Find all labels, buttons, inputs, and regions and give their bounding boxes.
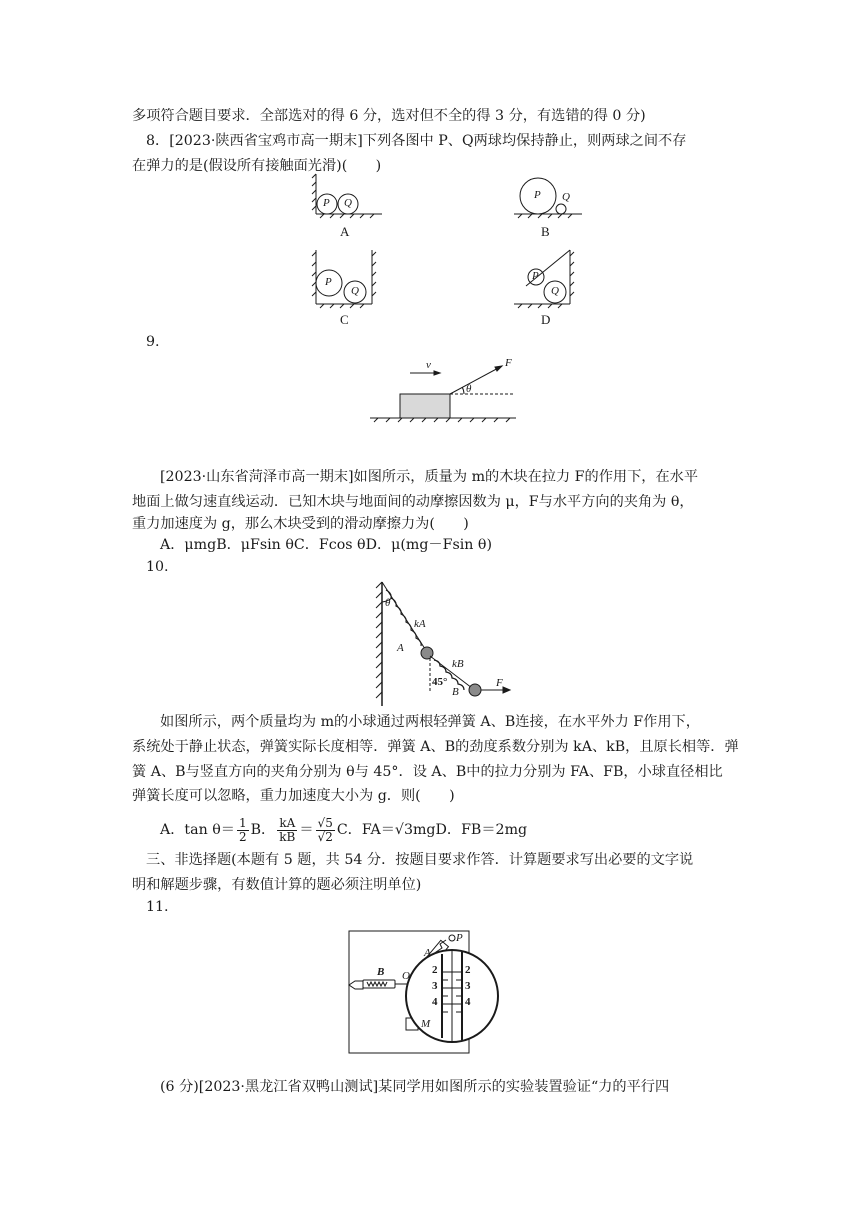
q8-stem-line-1: 8．[2023·陕西省宝鸡市高一期末]下列各图中 P、Q两球均保持静止，则两球之间不存 <box>146 133 687 149</box>
q8-caption-c: C <box>340 312 349 327</box>
q10-option-b-root2: √2 <box>317 829 333 844</box>
q11-p-label: P <box>456 932 463 944</box>
q11-b-label: B <box>377 966 385 978</box>
q8-diagram-b <box>514 178 582 218</box>
q11-tick-2-right: 2 <box>465 964 471 976</box>
q10-option-a-denominator: 2 <box>238 829 247 844</box>
q10-option-a-fraction <box>237 817 249 844</box>
q9-options: A．μmgB．μFsin θC．Fcos θD．μ(mg－Fsin θ) <box>160 537 493 553</box>
q10-option-b-prefix: B． <box>250 822 276 838</box>
q10-theta-label: θ <box>385 597 391 609</box>
q11-tick-3-right: 3 <box>465 980 471 992</box>
q10-ka-label: kA <box>414 618 426 630</box>
q10-options <box>160 808 527 852</box>
q9-stem-line-1: [2023·山东省菏泽市高一期末]如图所示，质量为 m的木块在拉力 F的作用下，在水平 <box>160 469 699 485</box>
q8-d-p-label: P <box>532 270 539 282</box>
q11-tick-3-left: 3 <box>432 980 438 992</box>
q10-stem-line-1: 如图所示，两个质量均为 m的小球通过两根轻弹簧 A、B连接，在水平外力 F作用下， <box>160 714 700 730</box>
q10-kb-label: kB <box>452 658 464 670</box>
q9-figure <box>368 358 518 424</box>
q9-stem-line-2: 地面上做匀速直线运动．已知木块与地面间的动摩擦因数为 μ，F与水平方向的夹角为 θ， <box>132 494 694 510</box>
q8-b-p-label: P <box>534 189 541 201</box>
q8-a-q-label: Q <box>344 197 352 209</box>
instruction-text: 多项符合题目要求．全部选对的得 6 分，选对但不全的得 3 分，有选错的得 0 分) <box>132 108 646 124</box>
q10-option-a-prefix: A．tan θ＝ <box>160 822 235 838</box>
q11-o-label: O <box>402 970 410 982</box>
q10-figure <box>372 580 522 710</box>
q10-option-cd: C．FA＝√3mgD．FB＝2mg <box>336 822 528 838</box>
q9-number: 9. <box>146 334 160 350</box>
q8-diagram-a <box>312 174 382 218</box>
q11-a-label: A <box>424 947 431 959</box>
q8-stem-line-2: 在弹力的是(假设所有接触面光滑)( ) <box>132 158 382 174</box>
q8-diagram-c <box>312 250 376 308</box>
q10-option-b-equals: ＝ <box>299 822 314 838</box>
q11-number: 11. <box>146 899 169 915</box>
q10-a-label: A <box>397 642 404 654</box>
q11-tick-4-right: 4 <box>465 996 471 1008</box>
q11-figure <box>348 930 470 1054</box>
q10-option-b-ka: kA <box>277 817 297 831</box>
q8-d-q-label: Q <box>551 285 559 297</box>
q10-option-a-numerator: 1 <box>238 815 247 830</box>
q9-angle-label: θ <box>466 383 472 395</box>
q11-tick-2-left: 2 <box>432 964 438 976</box>
q10-b-label: B <box>452 686 459 698</box>
q10-option-b-right-fraction <box>316 817 335 844</box>
q10-force-label: F <box>496 677 503 689</box>
q8-caption-a: A <box>340 224 350 239</box>
q10-stem-line-3: 簧 A、B与竖直方向的夹角分别为 θ与 45°．设 A、B中的拉力分别为 FA、FB，小球直径相比 <box>132 764 723 780</box>
q8-figure <box>300 172 600 332</box>
q9-force-label: F <box>505 357 512 369</box>
q8-diagram-d <box>514 250 574 308</box>
q9-stem-line-3: 重力加速度为 g，那么木块受到的滑动摩擦力为( ) <box>132 516 469 532</box>
q8-c-q-label: Q <box>351 285 359 297</box>
q10-option-b-kb: kB <box>279 829 296 844</box>
q10-stem-line-4: 弹簧长度可以忽略，重力加速度大小为 g．则( ) <box>132 788 455 804</box>
q10-option-b-left-fraction <box>277 817 297 844</box>
q11-m-label: M <box>421 1018 431 1030</box>
q10-angle-label: 45° <box>432 676 448 688</box>
q11-tick-4-left: 4 <box>432 996 438 1008</box>
q8-b-q-label: Q <box>562 191 570 203</box>
section-3-heading-line-2: 明和解题步骤，有数值计算的题必须注明单位) <box>132 877 422 893</box>
q8-caption-b: B <box>541 224 550 239</box>
q9-velocity-label: v <box>426 359 431 371</box>
q10-option-b-root5: √5 <box>317 815 333 830</box>
q8-c-p-label: P <box>325 276 332 288</box>
q10-number: 10. <box>146 559 169 575</box>
section-3-heading-line-1: 三、非选择题(本题有 5 题，共 54 分．按题目要求作答．计算题要求写出必要的文字说 <box>146 852 694 868</box>
q11-stem-line-1: (6 分)[2023·黑龙江省双鸭山测试]某同学用如图所示的实验装置验证“力的平行四 <box>160 1079 670 1095</box>
q8-a-p-label: P <box>323 197 330 209</box>
q10-stem-line-2: 系统处于静止状态，弹簧实际长度相等．弹簧 A、B的劲度系数分别为 kA、kB，且原长相等．弹 <box>132 739 739 755</box>
q8-caption-d: D <box>541 312 551 327</box>
